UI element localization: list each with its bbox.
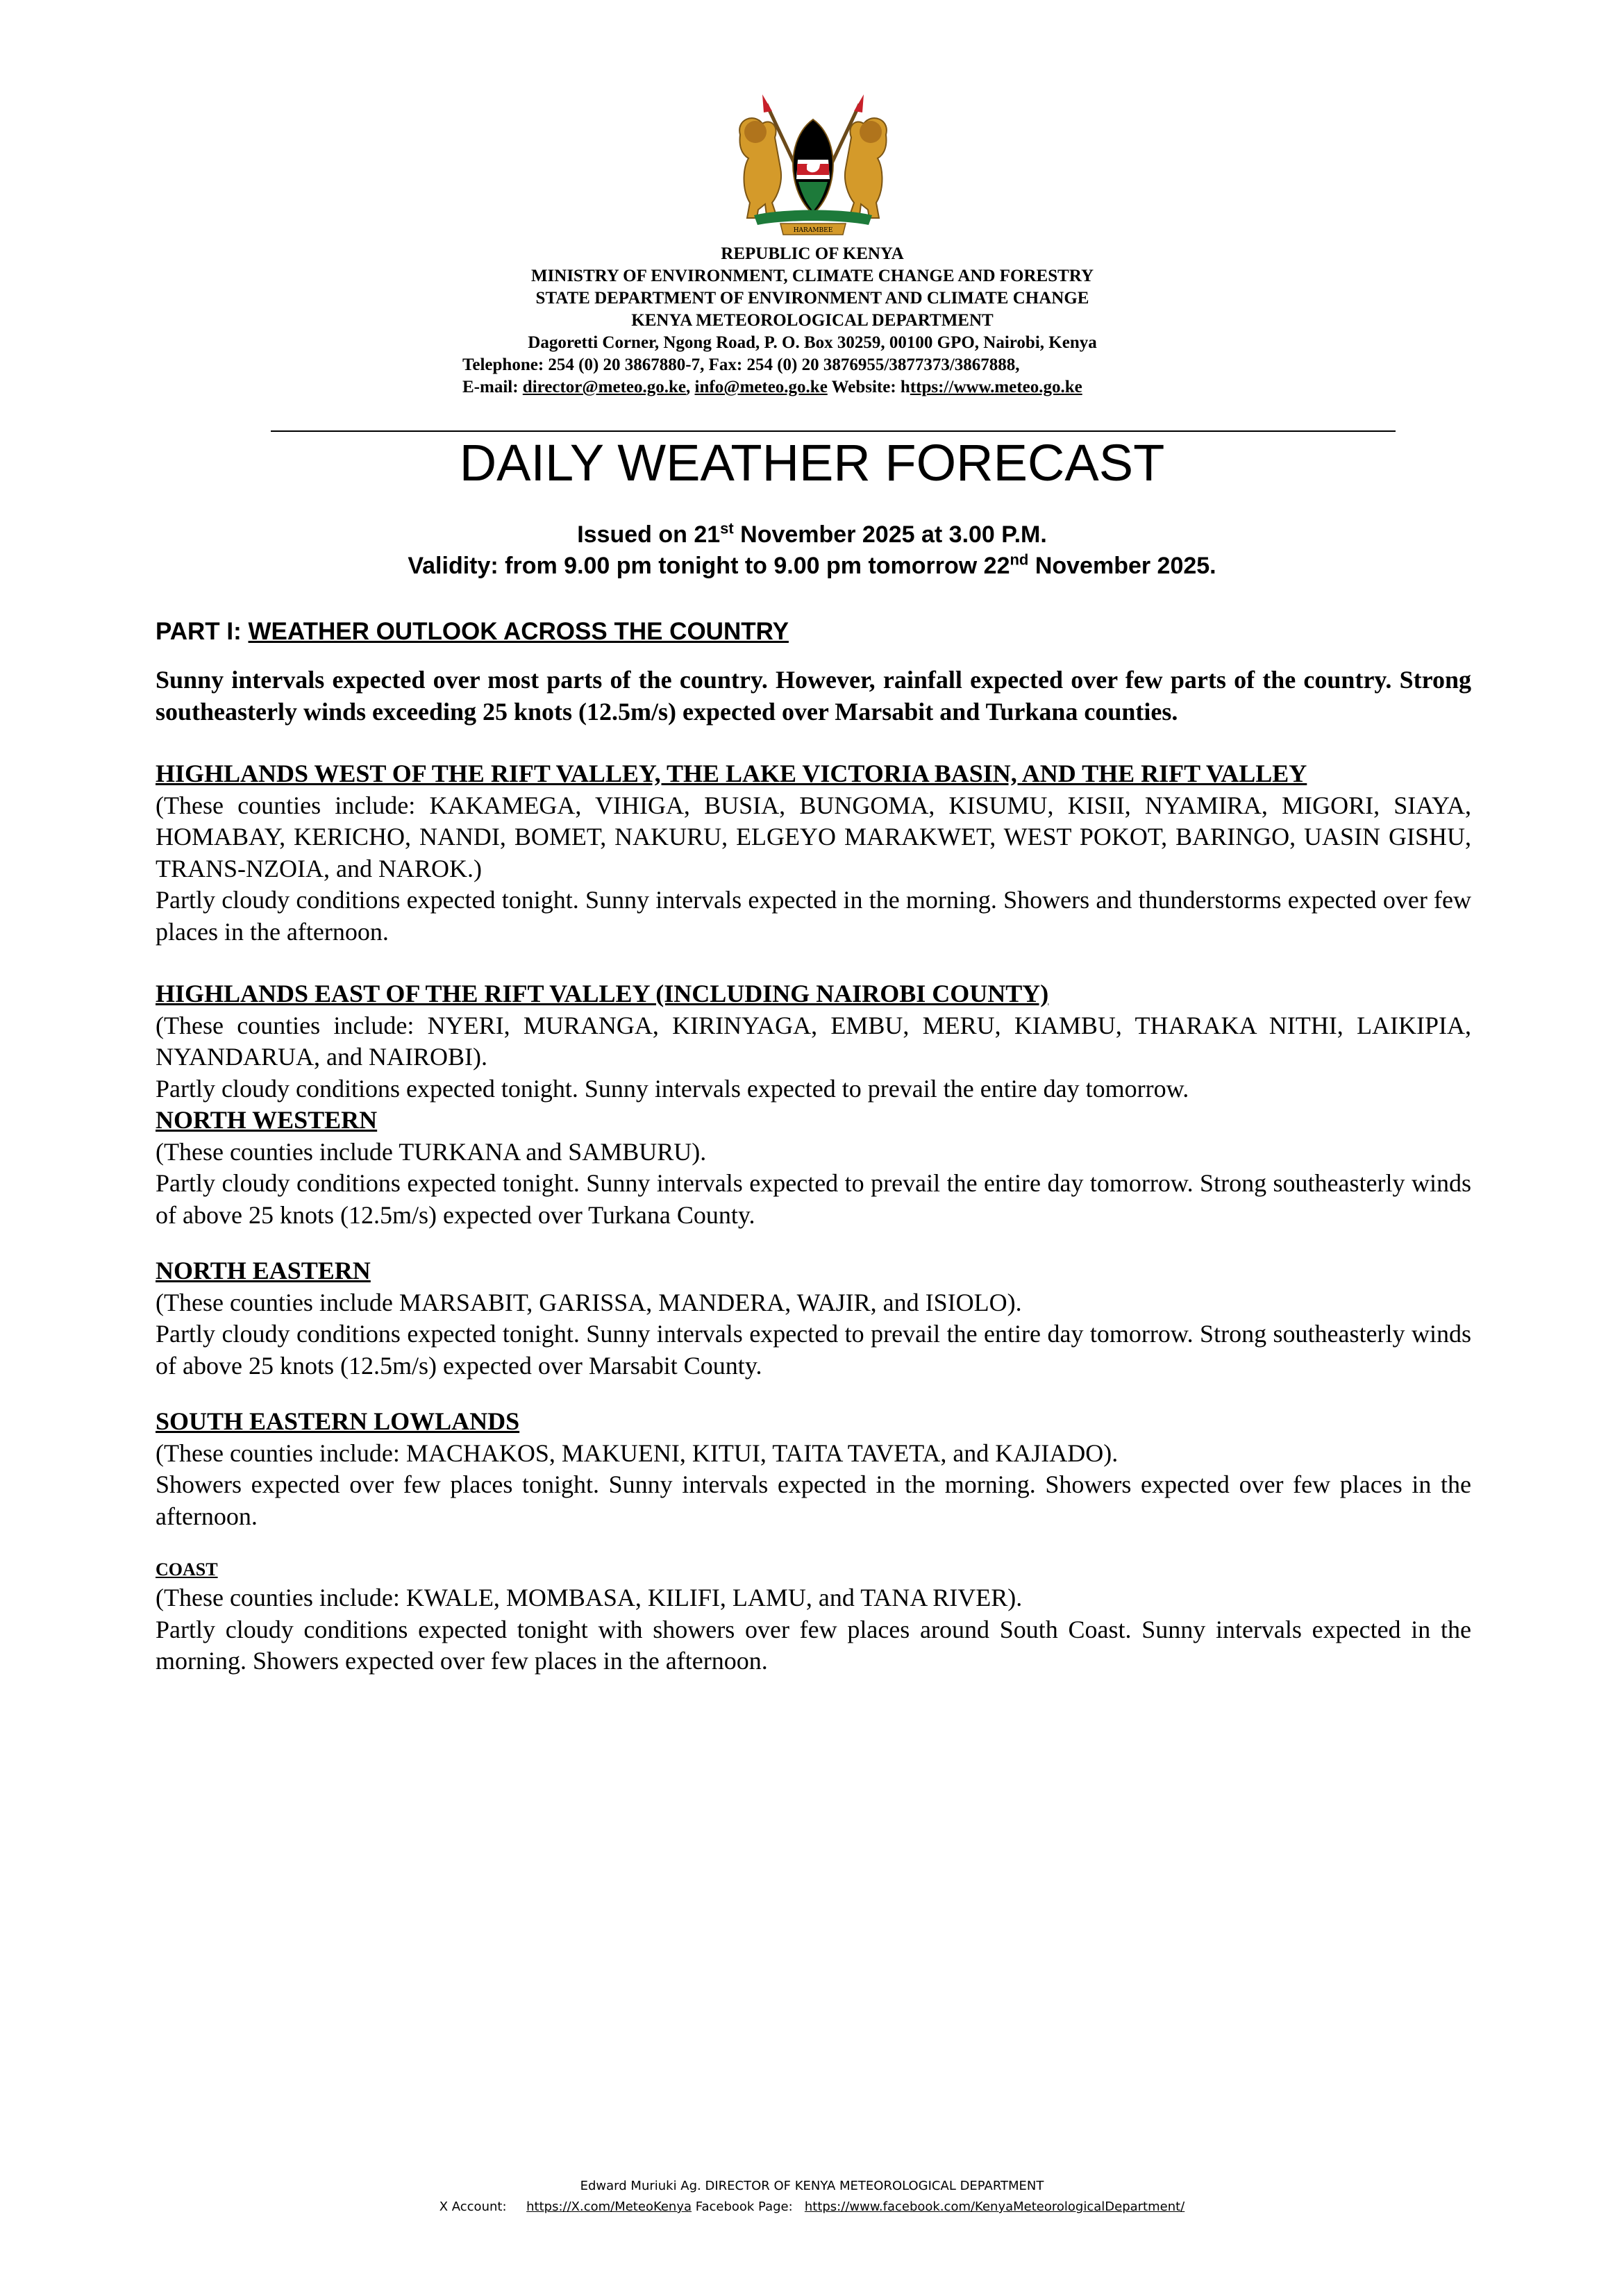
facebook-link[interactable]: https://www.facebook.com/KenyaMeteorologicalDepartment/ bbox=[804, 2199, 1185, 2214]
region-north-western bbox=[156, 1105, 1471, 1231]
issued-suffix: November 2025 at 3.00 P.M. bbox=[733, 521, 1047, 548]
region-counties: (These counties include: NYERI, MURANGA, KIRINYAGA, EMBU, MERU, KIAMBU, THARAKA NITHI, LAIKIPIA, NYANDARUA, and NAIROBI). bbox=[156, 1011, 1471, 1071]
x-account-label: X Account: bbox=[439, 2199, 527, 2214]
region-name: NORTH EASTERN bbox=[156, 1257, 371, 1284]
ministry-line: MINISTRY OF ENVIRONMENT, CLIMATE CHANGE AND FORESTRY bbox=[530, 267, 1094, 285]
region-south-eastern-lowlands bbox=[156, 1406, 1471, 1532]
director-email-link[interactable]: director@meteo.go.ke bbox=[522, 378, 687, 396]
region-counties: (These counties include TURKANA and SAMBURU). bbox=[156, 1137, 707, 1166]
region-highlands-east bbox=[156, 978, 1471, 1105]
part-heading bbox=[156, 614, 1471, 649]
region-north-eastern bbox=[156, 1255, 1471, 1382]
region-forecast: Showers expected over few places tonight. Sunny intervals expected in the morning. Showers expected over few places in the afternoon. bbox=[156, 1470, 1471, 1530]
region-name: NORTH WESTERN bbox=[156, 1106, 378, 1134]
info-email-link[interactable]: info@meteo.go.ke bbox=[694, 378, 828, 396]
issued-sup: st bbox=[720, 519, 734, 537]
website-link[interactable]: ttps://www.meteo.go.ke bbox=[910, 378, 1082, 396]
region-coast bbox=[156, 1557, 1471, 1677]
region-name: HIGHLANDS EAST OF THE RIFT VALLEY (INCLUDING NAIROBI COUNTY) bbox=[156, 980, 1049, 1007]
page-title: DAILY WEATHER FORECAST bbox=[459, 434, 1165, 492]
coat-of-arms-icon bbox=[726, 92, 900, 241]
address-line: Dagoretti Corner, Ngong Road, P. O. Box 30259, 00100 GPO, Nairobi, Kenya bbox=[528, 333, 1097, 352]
website-label: Website: h bbox=[831, 378, 910, 396]
seal-motto: HARAMBEE bbox=[793, 227, 833, 234]
validity-line bbox=[0, 551, 1624, 582]
region-forecast: Partly cloudy conditions expected tonight. Sunny intervals expected to prevail the entire day tomorrow. Strong southeasterly winds of above 25 knots (12.5m/s) expected over Turkana County. bbox=[156, 1169, 1471, 1229]
outlook-summary: Sunny intervals expected over most parts of the country. However, rainfall expected over few parts of the country. Strong southeasterly winds exceeding 25 knots (12.5m/s) expected over Marsabit and Turkana counties. bbox=[156, 666, 1471, 726]
republic-line: REPUBLIC OF KENYA bbox=[721, 244, 904, 263]
issued-prefix: Issued on 21 bbox=[577, 521, 721, 548]
part-title: WEATHER OUTLOOK ACROSS THE COUNTRY bbox=[248, 618, 789, 645]
region-forecast: Partly cloudy conditions expected tonight. Sunny intervals expected to prevail the entire day tomorrow. Strong southeasterly winds of above 25 knots (12.5m/s) expected over Marsabit County. bbox=[156, 1320, 1471, 1380]
part-label: PART I: bbox=[156, 618, 249, 645]
region-name: HIGHLANDS WEST OF THE RIFT VALLEY, THE LAKE VICTORIA BASIN, AND THE RIFT VALLEY bbox=[156, 760, 1307, 787]
email-separator: , bbox=[686, 378, 691, 396]
footer-signatory: Edward Muriuki Ag. DIRECTOR OF KENYA METEOROLOGICAL DEPARTMENT bbox=[580, 2179, 1044, 2193]
contact-line bbox=[389, 376, 1236, 399]
page-footer bbox=[0, 2176, 1624, 2218]
region-counties: (These counties include: KWALE, MOMBASA, KILIFI, LAMU, and TANA RIVER). bbox=[156, 1584, 1023, 1611]
facebook-label: Facebook Page: bbox=[692, 2199, 805, 2214]
department-line: KENYA METEOROLOGICAL DEPARTMENT bbox=[631, 311, 994, 330]
x-account-link[interactable]: https://X.com/MeteoKenya bbox=[526, 2199, 692, 2214]
validity-suffix: November 2025. bbox=[1028, 553, 1216, 579]
region-counties: (These counties include: MACHAKOS, MAKUENI, KITUI, TAITA TAVETA, and KAJIADO). bbox=[156, 1439, 1119, 1467]
footer-social-line bbox=[0, 2197, 1624, 2218]
issue-block bbox=[0, 519, 1624, 582]
validity-prefix: Validity: from 9.00 pm tonight to 9.00 pm tomorrow 22 bbox=[408, 553, 1010, 579]
validity-sup: nd bbox=[1010, 551, 1029, 569]
region-name: SOUTH EASTERN LOWLANDS bbox=[156, 1407, 520, 1435]
email-label: E-mail: bbox=[462, 378, 519, 396]
telephone-line: Telephone: 254 (0) 20 3867880-7, Fax: 254 (0) 20 3876955/3877373/3867888, bbox=[462, 355, 1020, 374]
region-counties: (These counties include MARSABIT, GARISSA, MANDERA, WAJIR, and ISIOLO). bbox=[156, 1288, 1022, 1316]
region-name: COAST bbox=[156, 1559, 218, 1579]
region-forecast: Partly cloudy conditions expected tonight with showers over few places around South Coast. Sunny intervals expected in the morning. Showers expected over few places in the afternoon. bbox=[156, 1615, 1471, 1675]
issued-line bbox=[0, 519, 1624, 551]
region-counties: (These counties include: KAKAMEGA, VIHIGA, BUSIA, BUNGOMA, KISUMU, KISII, NYAMIRA, MIGORI, SIAYA, HOMABAY, KERICHO, NANDI, BOMET, NAKURU, ELGEYO MARAKWET, WEST POKOT, BARINGO, UASIN GISHU, TRANS-NZOIA, and NAROK.) bbox=[156, 791, 1471, 882]
forecast-content bbox=[156, 614, 1471, 1677]
region-forecast: Partly cloudy conditions expected tonight. Sunny intervals expected to prevail the entire day tomorrow. bbox=[156, 1074, 1189, 1103]
letterhead bbox=[389, 243, 1236, 399]
region-forecast: Partly cloudy conditions expected tonight. Sunny intervals expected in the morning. Showers and thunderstorms expected over few places in the afternoon. bbox=[156, 886, 1471, 946]
state-department-line: STATE DEPARTMENT OF ENVIRONMENT AND CLIMATE CHANGE bbox=[535, 289, 1089, 308]
region-highlands-west bbox=[156, 758, 1471, 948]
